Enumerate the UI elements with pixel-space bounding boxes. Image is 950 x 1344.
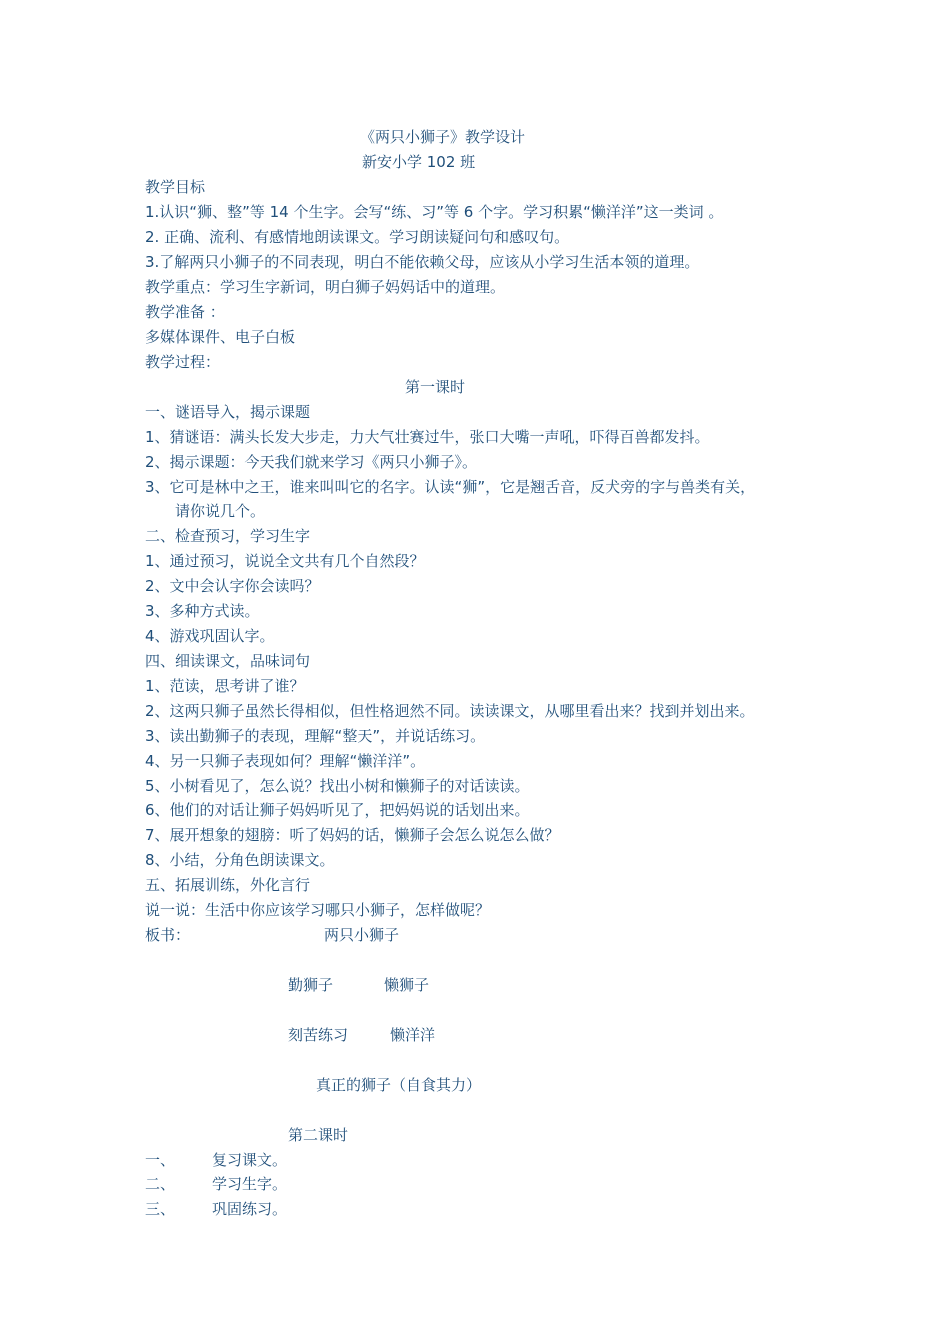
goal-item: 3.了解两只小狮子的不同表现，明白不能依赖父母，应该从小学习生活本领的道理。 — [145, 253, 700, 271]
section4-heading: 四、细读课文，品味词句 — [145, 652, 311, 670]
section1-heading: 一、谜语导入，揭示课题 — [145, 403, 311, 421]
process-heading: 教学过程： — [145, 353, 221, 371]
list-item: 3、多种方式读。 — [145, 602, 260, 620]
list-item: 说一说：生活中你应该学习哪只小狮子，怎样做呢？ — [145, 901, 491, 919]
board-title: 两只小狮子 — [324, 926, 400, 944]
section2-heading: 二、检查预习，学习生字 — [145, 527, 311, 545]
list-item: 4、游戏巩固认字。 — [145, 627, 275, 645]
list-item: 3、读出勤狮子的表现，理解“整天”，并说话练习。 — [145, 727, 486, 745]
list-item: 1、猜谜语：满头长发大步走，力大气壮赛过牛，张口大嘴一声吼，吓得百兽都发抖。 — [145, 428, 710, 446]
lesson2-item-number: 三、 — [145, 1200, 176, 1218]
lesson2-heading: 第二课时 — [288, 1126, 349, 1144]
board-conclusion: 真正的狮子（自食其力） — [316, 1076, 482, 1094]
list-item: 2、这两只狮子虽然长得相似，但性格迥然不同。读读课文，从哪里看出来？找到并划出来。 — [145, 702, 755, 720]
list-item: 5、小树看见了，怎么说？找出小树和懒狮子的对话读读。 — [145, 777, 530, 795]
prep-heading: 教学准备 ： — [145, 303, 225, 321]
lesson2-item-number: 二、 — [145, 1175, 176, 1193]
list-item: 2、揭示课题：今天我们就来学习《两只小狮子》。 — [145, 453, 478, 471]
board-right-1: 懒狮子 — [384, 976, 430, 994]
document-title: 《两只小狮子》教学设计 — [360, 128, 526, 146]
board-right-2: 懒洋洋 — [390, 1026, 436, 1044]
board-left-1: 勤狮子 — [288, 976, 334, 994]
lesson2-item-text: 学习生字。 — [212, 1175, 288, 1193]
list-item: 4、另一只狮子表现如何？理解“懒洋洋”。 — [145, 752, 426, 770]
lesson2-item-text: 巩固练习。 — [212, 1200, 288, 1218]
goals-heading: 教学目标 — [145, 178, 206, 196]
goal-item: 2. 正确、流利、有感情地朗读课文。学习朗读疑问句和感叹句。 — [145, 228, 570, 246]
lesson2-item-text: 复习课文。 — [212, 1151, 288, 1169]
list-item: 7、展开想象的翅膀：听了妈妈的话，懒狮子会怎么说怎么做？ — [145, 826, 560, 844]
list-item: 1、通过预习，说说全文共有几个自然段？ — [145, 552, 425, 570]
list-item: 6、他们的对话让狮子妈妈听见了，把妈妈说的话划出来。 — [145, 801, 530, 819]
list-item: 2、文中会认字你会读吗？ — [145, 577, 320, 595]
board-left-2: 刻苦练习 — [288, 1026, 349, 1044]
section5-heading: 五、拓展训练，外化言行 — [145, 876, 311, 894]
goal-item: 1.认识“狮、整”等 14 个生字。会写“练、习”等 6 个字。学习积累“懒洋洋”这一类词 。 — [145, 203, 724, 221]
prep-text: 多媒体课件、电子白板 — [145, 328, 296, 346]
list-item-continuation: 请你说几个。 — [175, 502, 266, 520]
list-item: 1、范读，思考讲了谁？ — [145, 677, 305, 695]
lesson2-item-number: 一、 — [145, 1151, 176, 1169]
key-point: 教学重点：学习生字新词，明白狮子妈妈话中的道理。 — [145, 278, 506, 296]
document-subtitle: 新安小学 102 班 — [362, 153, 476, 171]
list-item: 3、它可是林中之王，谁来叫叫它的名字。认读“狮”，它是翘舌音，反犬旁的字与兽类有关， — [145, 478, 756, 496]
board-label: 板书： — [145, 926, 191, 944]
lesson1-heading: 第一课时 — [405, 378, 466, 396]
list-item: 8、小结，分角色朗读课文。 — [145, 851, 335, 869]
